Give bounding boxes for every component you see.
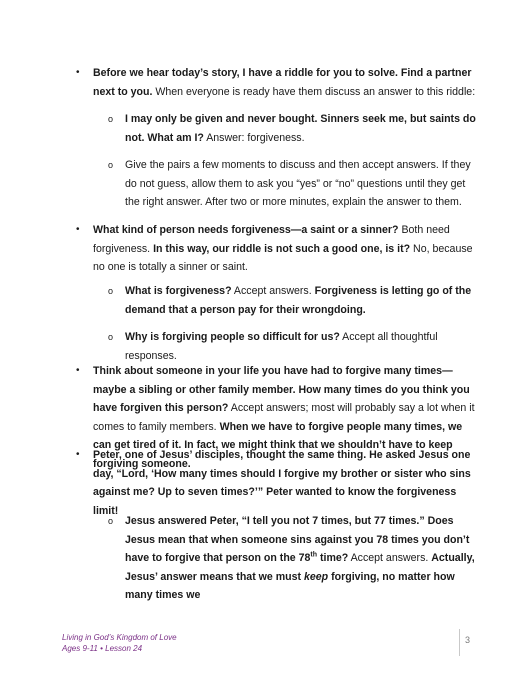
paragraph bbox=[125, 328, 479, 365]
bullet-circle: o bbox=[108, 516, 114, 526]
regular-text: Both need forgiveness. bbox=[93, 224, 450, 255]
bold-text: forgiving, no matter how many times we bbox=[125, 570, 455, 601]
bold-text: Forgiveness is letting go of the demand that a person pay for their wrongdoing. bbox=[125, 285, 472, 316]
footer-title: Living in God’s Kingdom of Love bbox=[62, 633, 177, 642]
bold-text bbox=[304, 571, 328, 583]
page-number: 3 bbox=[465, 635, 471, 645]
footer-subtitle: Ages 9-11 • Lesson 24 bbox=[62, 644, 143, 653]
regular-text: Give the pairs a few moments to discuss and then accept answers. If they do not guess, allow them to ask you “yes” or “no” questions until they get the right answer. After two or more minutes, explain the answer to them. bbox=[125, 159, 471, 208]
bullet-disc: • bbox=[76, 67, 80, 78]
list-item-jesus-answer bbox=[125, 512, 479, 605]
list-item-peter-question bbox=[93, 446, 478, 520]
bold-text: I may only be given and never bought. Sinners seek me, but saints do not. What am I? bbox=[125, 113, 476, 144]
bullet-disc: • bbox=[76, 449, 80, 460]
paragraph bbox=[125, 512, 479, 605]
regular-text: Answer: forgiveness. bbox=[203, 131, 305, 144]
superscript-text: th bbox=[310, 551, 318, 559]
bullet-circle: o bbox=[108, 286, 114, 296]
bold-text: Actually, Jesus’ answer means that we must bbox=[125, 552, 475, 583]
bullet-circle: o bbox=[108, 114, 114, 124]
list-item-riddle bbox=[125, 110, 479, 147]
regular-text: No, because no one is totally a sinner or saint. bbox=[93, 242, 473, 273]
paragraph bbox=[125, 110, 479, 147]
footer bbox=[62, 632, 177, 654]
paragraph bbox=[93, 64, 478, 101]
paragraph bbox=[125, 156, 479, 212]
bold-text: Think about someone in your life you have had to forgive many times—maybe a sibling or other family member. How many times do you think you have forgiven this person? bbox=[93, 365, 470, 414]
bullet-disc: • bbox=[76, 365, 80, 376]
bold-text: time? bbox=[317, 552, 349, 564]
list-item-saint-or-sinner bbox=[93, 221, 478, 277]
bold-text: Before we hear today’s story, I have a riddle for you to solve. Find a partner next to you. bbox=[93, 67, 472, 98]
paragraph bbox=[125, 282, 479, 319]
bold-text: What kind of person needs forgiveness—a saint or a sinner? bbox=[93, 224, 399, 236]
bold-text: Jesus answered Peter, “I tell you not 7 times, but 77 times.” Does Jesus mean that when someone sins against you 78 times you don’t have to forgive that person on the 78 bbox=[125, 515, 470, 564]
list-item-discuss-pairs bbox=[125, 156, 479, 212]
regular-text: Accept answers. bbox=[231, 285, 315, 297]
bullet-circle: o bbox=[108, 160, 114, 170]
regular-text: Accept answers. bbox=[348, 552, 432, 564]
bold-text: When we have to forgive people many times, we can get tired of it. In fact, we might think that we shouldn’t have to keep forgiving someone. bbox=[93, 420, 463, 470]
bold-text: In this way, our riddle is not such a good one, is it? bbox=[153, 242, 411, 255]
bold-text: What is forgiveness? bbox=[125, 285, 232, 297]
footer-divider bbox=[459, 629, 460, 656]
list-item-what-is-forgiveness bbox=[125, 282, 479, 319]
bold-text: Why is forgiving people so difficult for us? bbox=[125, 331, 340, 343]
list-item-why-difficult bbox=[125, 328, 479, 365]
regular-text: Accept all thoughtful responses. bbox=[125, 331, 438, 362]
list-item-riddle-intro bbox=[93, 64, 478, 101]
bold-italic-text: keep bbox=[304, 570, 329, 583]
bullet-disc: • bbox=[76, 224, 80, 235]
paragraph bbox=[93, 221, 478, 277]
bullet-circle: o bbox=[108, 332, 114, 342]
paragraph bbox=[93, 446, 478, 520]
bold-text: Peter, one of Jesus’ disciples, thought the same thing. He asked Jesus one day, “Lord, ‘How many times should I forgive my brother or sister who sins against me? Up to seven times?’” Peter wanted to know the forgiveness limit! bbox=[93, 449, 471, 517]
regular-text: Accept answers; most will probably say a lot when it comes to family members. bbox=[93, 402, 475, 433]
regular-text: When everyone is ready have them discuss an answer to this riddle: bbox=[152, 85, 476, 98]
